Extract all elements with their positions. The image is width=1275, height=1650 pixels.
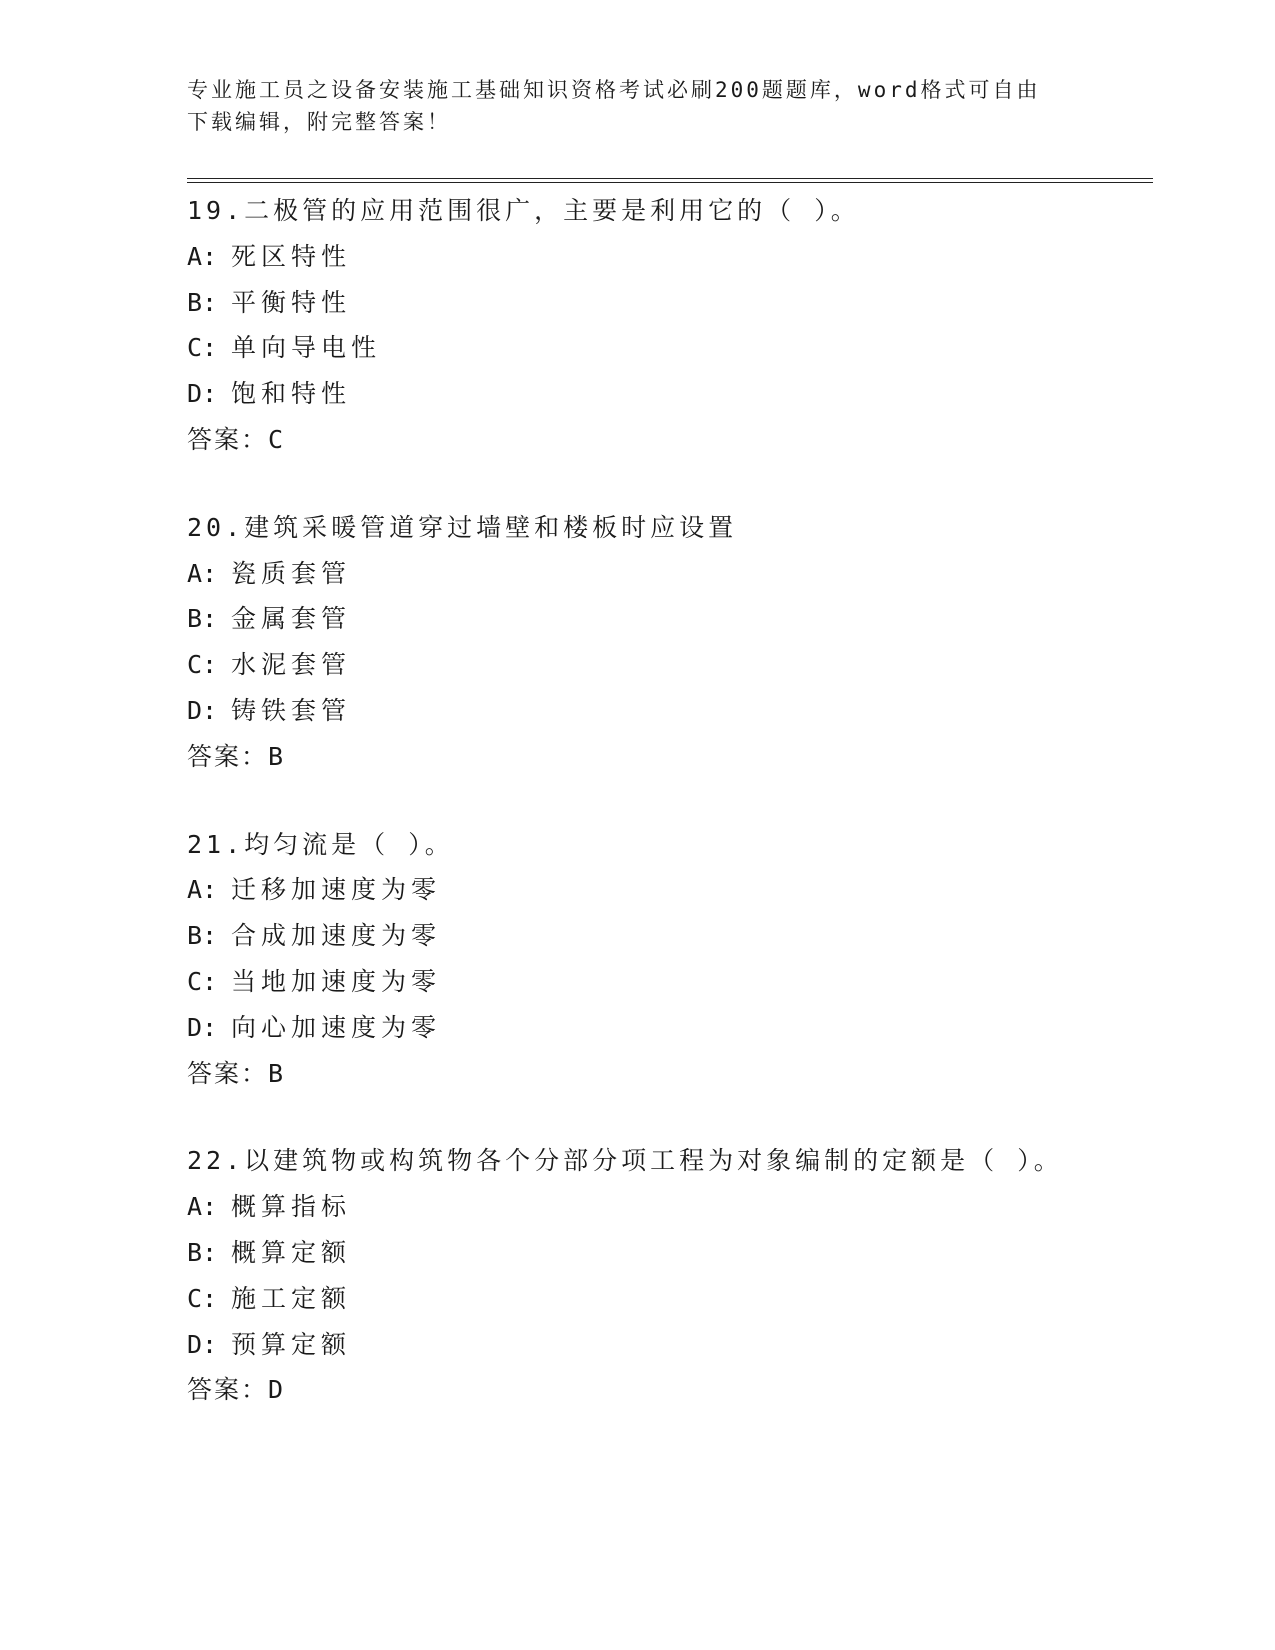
question-20 [187,505,1147,780]
option-text: 金属套管 [231,604,352,634]
option-key: C: [187,966,218,996]
option-c [187,1276,1147,1322]
header-line-2: 下载编辑，附完整答案！ [187,110,451,134]
option-text: 合成加速度为零 [231,921,442,951]
option-key: B: [187,1237,218,1267]
answer-value: D [268,1375,286,1405]
option-b [187,1230,1147,1276]
option-key: D: [187,1329,218,1359]
option-b [187,596,1147,642]
header-line-1: 专业施工员之设备安装施工基础知识资格考试必刷200题题库，word格式可自由 [187,78,1041,102]
answer-value: C [268,424,286,454]
option-text: 水泥套管 [231,650,352,680]
option-text: 施工定额 [231,1283,352,1313]
option-c [187,959,1147,1005]
option-key: D: [187,695,218,725]
question-21 [187,822,1147,1097]
option-a [187,551,1147,597]
header-divider-top [187,178,1153,179]
answer-value: B [268,741,286,771]
question-title: 22.以建筑物或构筑物各个分部分项工程为对象编制的定额是（ ）。 [187,1146,1063,1176]
option-c [187,325,1147,371]
option-a [187,867,1147,913]
option-key: C: [187,650,218,680]
option-key: A: [187,558,218,588]
option-key: B: [187,921,218,951]
option-key: B: [187,287,218,317]
option-d [187,1322,1147,1368]
answer [187,1367,1147,1413]
option-text: 饱和特性 [231,379,352,409]
option-text: 铸铁套管 [231,695,352,725]
option-text: 向心加速度为零 [231,1012,442,1042]
option-text: 预算定额 [231,1329,352,1359]
option-text: 迁移加速度为零 [231,875,442,905]
option-text: 概算定额 [231,1237,352,1267]
question-list [187,188,1147,1413]
answer [187,1051,1147,1097]
question-title: 19.二极管的应用范围很广，主要是利用它的（ ）。 [187,196,860,225]
answer-value: B [268,1058,286,1088]
answer-label: 答案： [187,1058,269,1088]
option-d [187,1005,1147,1051]
option-d [187,688,1147,734]
option-b [187,913,1147,959]
option-text: 概算指标 [231,1192,352,1222]
answer-label: 答案： [187,424,269,454]
option-a [187,234,1147,280]
option-key: A: [187,241,218,271]
answer [187,734,1147,780]
document-header [187,74,1087,138]
header-divider-bottom [187,182,1153,183]
option-b [187,280,1147,326]
option-key: C: [187,333,218,363]
answer [187,417,1147,463]
option-text: 瓷质套管 [231,558,352,588]
option-key: A: [187,875,218,905]
option-text: 单向导电性 [231,333,382,363]
option-c [187,642,1147,688]
question-22 [187,1138,1147,1413]
option-key: D: [187,379,218,409]
option-key: A: [187,1192,218,1222]
option-text: 平衡特性 [231,287,352,317]
answer-label: 答案： [187,741,269,771]
option-key: B: [187,604,218,634]
option-a [187,1184,1147,1230]
question-19 [187,188,1147,463]
option-text: 当地加速度为零 [231,966,442,996]
option-key: C: [187,1283,218,1313]
question-title: 20.建筑采暖管道穿过墙壁和楼板时应设置 [187,512,738,542]
option-text: 死区特性 [231,241,352,271]
answer-label: 答案： [187,1375,269,1405]
question-title: 21.均匀流是（ ）。 [187,829,454,859]
option-key: D: [187,1012,218,1042]
option-d [187,371,1147,417]
